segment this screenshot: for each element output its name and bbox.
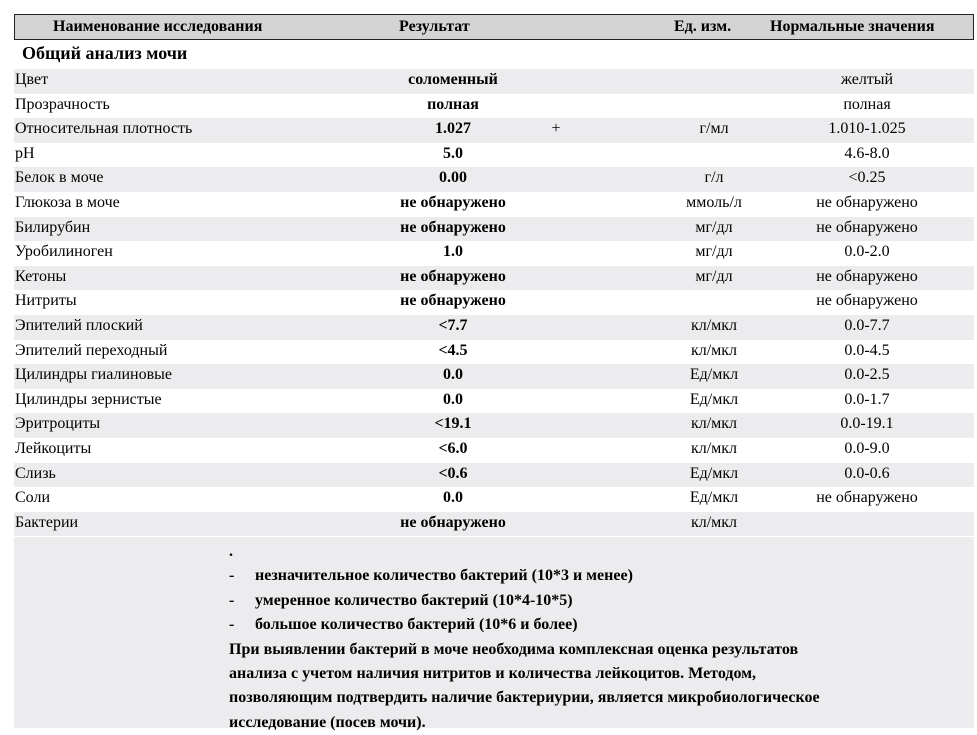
test-unit: г/л <box>704 169 724 187</box>
test-name: Белок в моче <box>15 169 104 187</box>
results-table <box>14 69 974 536</box>
note-paragraph-line: При выявлении бактерий в моче необходима комплексная оценка результатов <box>229 640 799 658</box>
test-norm: не обнаружено <box>816 267 918 285</box>
test-unit: мг/дл <box>695 267 733 285</box>
test-name: Эпителий плоский <box>15 316 143 334</box>
note-bullet <box>229 589 820 613</box>
test-result: 0.0 <box>443 366 463 384</box>
test-unit: Ед/мкл <box>689 366 739 384</box>
test-name: Относительная плотность <box>15 120 193 138</box>
test-norm: 4.6-8.0 <box>844 144 890 162</box>
test-unit: г/мл <box>699 120 729 138</box>
test-unit: ммоль/л <box>686 193 742 211</box>
test-name: Прозрачность <box>15 95 110 113</box>
table-row <box>14 512 974 537</box>
test-name: pH <box>15 144 35 162</box>
note-paragraph-line: анализа с учетом наличия нитритов и количества лейкоцитов. Методом, <box>229 665 757 683</box>
table-row <box>14 463 974 488</box>
section-title: Общий анализ мочи <box>22 43 188 63</box>
test-norm: не обнаружено <box>816 292 918 310</box>
note-dot: . <box>229 543 233 560</box>
test-result: <7.7 <box>438 316 468 334</box>
table-row <box>14 438 974 463</box>
test-result: <6.0 <box>438 439 468 457</box>
test-unit: кл/мкл <box>690 439 738 457</box>
test-unit: мг/дл <box>695 243 733 261</box>
test-name: Слизь <box>15 464 56 482</box>
bullet-text: большое количество бактерий (10*6 и более) <box>255 616 578 634</box>
test-name: Цвет <box>15 71 49 88</box>
test-result: <19.1 <box>434 415 472 433</box>
test-norm: 0.0-9.0 <box>844 439 890 457</box>
table-row <box>14 413 974 438</box>
table-row <box>14 192 974 217</box>
test-norm: 0.0-1.7 <box>844 390 890 408</box>
header-norm: Нормальные значения <box>770 18 935 35</box>
table-row <box>14 290 974 315</box>
note-paragraph-line: исследование (посев мочи). <box>229 713 426 731</box>
table-row <box>14 364 974 389</box>
test-result: не обнаружено <box>400 193 506 211</box>
bullet-marker: - <box>229 567 235 585</box>
result-flag: + <box>551 120 561 138</box>
test-norm: полная <box>843 95 891 113</box>
note-bullet <box>229 564 820 588</box>
table-row <box>14 69 974 94</box>
table-row <box>14 94 974 119</box>
test-name: Уробилиноген <box>15 243 113 261</box>
test-result: 5.0 <box>443 144 463 162</box>
test-name: Соли <box>15 489 51 507</box>
test-norm: 0.0-4.5 <box>844 341 890 359</box>
test-result: не обнаружено <box>400 218 506 236</box>
table-row <box>14 167 974 192</box>
bullet-text: незначительное количество бактерий (10*3 и менее) <box>255 567 633 585</box>
test-unit: Ед/мкл <box>689 464 739 482</box>
test-unit: кл/мкл <box>690 415 738 433</box>
test-unit: Ед/мкл <box>689 390 739 408</box>
header-name: Наименование исследования <box>53 18 263 35</box>
table-row <box>14 315 974 340</box>
test-norm: 0.0-19.1 <box>840 415 894 433</box>
test-result: не обнаружено <box>400 513 506 531</box>
test-norm: желтый <box>840 71 894 88</box>
test-unit: мг/дл <box>695 218 733 236</box>
bullet-text: умеренное количество бактерий (10*4-10*5) <box>255 591 573 609</box>
test-name: Нитриты <box>15 292 77 310</box>
note-bullet <box>229 613 820 637</box>
bullet-marker: - <box>229 616 235 634</box>
test-result: не обнаружено <box>400 267 506 285</box>
note-paragraph-line: позволяющим подтвердить наличие бактериурии, является микробиологическое <box>229 689 820 707</box>
test-norm: не обнаружено <box>816 193 918 211</box>
table-row <box>14 340 974 365</box>
header-result: Результат <box>399 18 470 35</box>
table-row <box>14 143 974 168</box>
table-row <box>14 217 974 242</box>
test-name: Лейкоциты <box>15 439 92 457</box>
test-norm: не обнаружено <box>816 218 918 236</box>
test-norm: 0.0-7.7 <box>844 316 890 334</box>
table-row <box>14 266 974 291</box>
test-norm: 0.0-0.6 <box>844 464 890 482</box>
bacteria-note <box>14 537 974 731</box>
test-result: 0.0 <box>443 390 463 408</box>
test-name: Эритроциты <box>15 415 101 433</box>
test-result: 1.0 <box>443 243 463 261</box>
test-norm: не обнаружено <box>816 489 918 507</box>
bullet-marker: - <box>229 591 235 609</box>
test-name: Цилиндры гиалиновые <box>15 366 172 384</box>
test-result: <0.6 <box>438 464 468 482</box>
test-unit: кл/мкл <box>690 513 738 531</box>
test-unit: кл/мкл <box>690 341 738 359</box>
table-row <box>14 389 974 414</box>
test-norm: 1.010-1.025 <box>828 120 906 138</box>
test-result: 0.00 <box>439 169 467 187</box>
test-result: 0.0 <box>443 489 463 507</box>
test-result: не обнаружено <box>400 292 506 310</box>
test-result: <4.5 <box>438 341 468 359</box>
test-name: Эпителий переходный <box>15 341 168 359</box>
test-name: Бактерии <box>15 513 79 531</box>
test-unit: Ед/мкл <box>689 489 739 507</box>
test-unit: кл/мкл <box>690 316 738 334</box>
test-norm: 0.0-2.0 <box>844 243 890 261</box>
test-result: соломенный <box>408 71 498 88</box>
header-unit: Ед. изм. <box>674 18 732 35</box>
test-name: Кетоны <box>15 267 67 285</box>
table-row <box>14 118 974 143</box>
test-result: полная <box>427 95 479 113</box>
test-name: Глюкоза в моче <box>15 193 120 211</box>
test-norm: <0.25 <box>848 169 886 187</box>
table-row <box>14 487 974 512</box>
table-header <box>14 14 974 40</box>
test-result: 1.027 <box>435 120 471 138</box>
test-name: Цилиндры зернистые <box>15 390 162 408</box>
test-norm: 0.0-2.5 <box>844 366 890 384</box>
test-name: Билирубин <box>15 218 91 236</box>
table-row <box>14 241 974 266</box>
